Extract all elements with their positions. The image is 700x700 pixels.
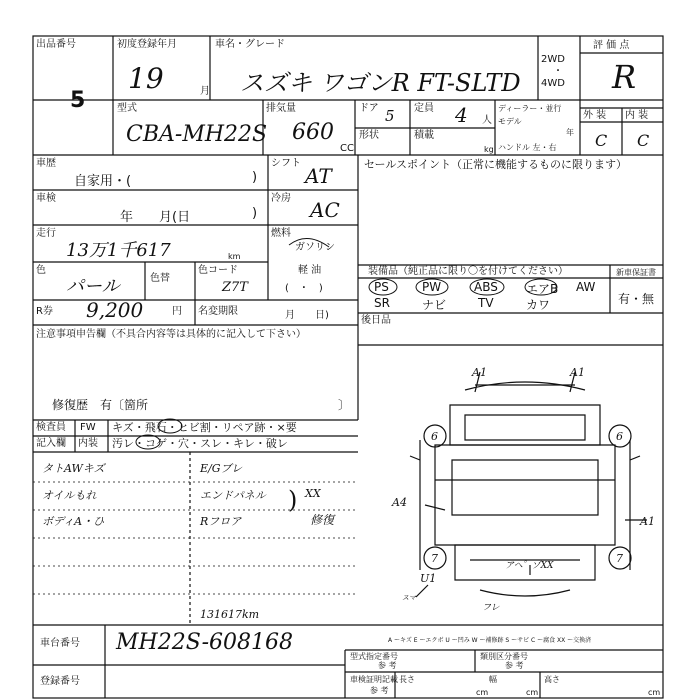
recycle-amount: 9,200 (86, 298, 144, 322)
first-reg-label: 初度登録年月 (117, 39, 177, 50)
odometer-note: 131617km (200, 608, 260, 621)
mileage-label: 走行 (36, 228, 56, 239)
equip-abs: ABS (474, 280, 498, 294)
rear-label: 後日品 (361, 315, 391, 326)
equip-tv: TV (478, 296, 494, 310)
equip-aw: AW (576, 280, 596, 294)
checker-row1: キズ・飛石・ヒビ割・リペア跡・×要 (112, 421, 297, 434)
class-ref: 参 考 (505, 661, 524, 670)
yen-unit: 円 (172, 306, 182, 317)
doors-label: ドア (359, 103, 379, 114)
diagram-mark: アヘ゜ゾXX (505, 561, 554, 571)
diagram-mark: U1 (420, 572, 437, 585)
note-right-4: 修復 (310, 513, 335, 527)
diagram-mark: 7 (431, 552, 438, 565)
type-cert-ref: 参 考 (378, 661, 397, 670)
load-label: 積載 (414, 130, 434, 141)
entry-label: 記入欄 (36, 438, 66, 449)
color-code-label: 色コード (198, 265, 238, 276)
note-left-3: ボディA・ひ (42, 515, 105, 528)
first-reg-year: 19 (128, 62, 164, 95)
height-unit: cm (648, 688, 661, 697)
diagram-mark: A1 (640, 515, 655, 528)
sales-point-label: セールスポイント（正常に機能するものに限ります） (364, 158, 628, 171)
equipment-label: 装備品（純正品に限り〇を付けてください） (368, 266, 568, 277)
inspector-label: 検査員 (36, 422, 66, 433)
note-right-2: エンドパネル (200, 489, 266, 502)
inspection-label: 車検 (36, 193, 56, 204)
class-label: 類別区分番号 (480, 652, 528, 661)
fuel-paren: ( ・ ) (285, 283, 323, 294)
repaint-label: 色替 (150, 273, 170, 284)
damage-legend: A ーキズ E ーエクボ U ー凹み W ー補修跡 S ーサビ C ー腐食 XX ー交換済 (388, 637, 592, 644)
month-unit: 月 (200, 86, 210, 97)
capacity: 4 (455, 103, 468, 127)
dealer-label: ディーラー・並行 (498, 104, 562, 113)
bracket-mark: ) (288, 486, 298, 514)
note-left-2: オイルもれ (42, 489, 97, 502)
car-name: スズキ ワゴンR FT-SLTD (240, 69, 521, 97)
warranty-label: 新車保証書 (616, 268, 656, 277)
history-value: 自家用・( (74, 174, 132, 189)
height-label: 高さ (544, 675, 560, 684)
handle-label: ハンドル 左・右 (498, 143, 557, 152)
km-unit: km (228, 252, 241, 261)
car-damage-diagram (380, 360, 670, 620)
diagram-mark: A1 (570, 366, 585, 379)
dims-label: 車検証明記載 (350, 675, 398, 684)
diagram-mark: 7 (616, 552, 623, 565)
inspection-value: 年 月(日 (120, 210, 191, 225)
color: パール (66, 276, 120, 297)
fuel-label: 燃料 (271, 228, 291, 239)
exterior-grade: C (595, 131, 608, 150)
repair-close: 〕 (338, 398, 351, 412)
doors: 5 (385, 107, 395, 125)
warranty-value: 有・無 (618, 292, 655, 306)
repair-label: 修復歴 有〔箇所 (52, 398, 149, 412)
drive-dot: ・ (553, 66, 563, 77)
inspection-close: ) (252, 206, 258, 221)
displacement: 660 (292, 120, 334, 145)
width-label: 幅 (489, 675, 497, 684)
exterior-label: 外 装 (583, 110, 607, 121)
equip-leather: カワ (526, 298, 551, 312)
diagram-mark: スマ (402, 594, 416, 602)
length-label: 長さ (399, 675, 415, 684)
recycle-label: R券 (36, 306, 53, 317)
mileage: 13万1千617 (66, 240, 171, 261)
capacity-label: 定員 (414, 103, 434, 114)
interior-label: 内 装 (625, 110, 649, 121)
color-label: 色 (36, 265, 46, 276)
chassis-number: MH22S-608168 (116, 630, 293, 655)
displacement-label: 排気量 (266, 103, 296, 114)
equip-airbag: エアB (526, 282, 559, 296)
length-unit: cm (476, 688, 489, 697)
width-unit: cm (526, 688, 539, 697)
kg-unit: kg (484, 145, 494, 154)
registration-label: 登録番号 (40, 676, 80, 687)
equip-pw: PW (422, 280, 442, 294)
cc-unit: CC (340, 143, 354, 154)
fuel-gas: ガソリン (295, 242, 335, 253)
year-unit: 年 (566, 128, 574, 137)
dims-ref: 参 考 (370, 686, 389, 695)
fuel-diesel: 軽 油 (298, 265, 322, 276)
type-cert-label: 型式指定番号 (350, 652, 398, 661)
note-right-suffix: XX (305, 487, 321, 500)
drive-2wd: 2WD (541, 54, 565, 65)
shift: AT (305, 164, 332, 188)
checker-fw: FW (80, 422, 96, 433)
shape-label: 形状 (359, 130, 379, 141)
drive-4wd: 4WD (541, 78, 565, 89)
notes-label: 注意事項申告欄（不具合内容等は具体的に記入して下さい） (36, 329, 306, 340)
color-code: Z7T (222, 280, 248, 295)
name-change-label: 名変期限 (198, 306, 238, 317)
diagram-mark: A4 (392, 496, 407, 509)
ac: AC (310, 198, 340, 222)
diagram-mark: フレ (482, 603, 500, 613)
grade-label: 評 価 点 (593, 40, 630, 51)
interior-grade: C (637, 131, 650, 150)
grade: R (612, 58, 637, 96)
model-year-label: モデル (498, 117, 522, 126)
shift-label: シフト (271, 158, 301, 169)
equip-ps: PS (374, 280, 389, 294)
diagram-mark: A1 (472, 366, 487, 379)
diagram-mark: 6 (431, 430, 438, 443)
name-change-value: 月 日) (285, 310, 329, 321)
lot-no: 5 (70, 88, 86, 113)
lot-no-label: 出品番号 (36, 39, 76, 50)
checker-row2: 汚レ・コゲ・穴・スレ・キレ・破レ (112, 437, 288, 450)
history-label: 車歴 (36, 158, 56, 169)
diagram-mark: 6 (616, 430, 623, 443)
model-label: 型式 (117, 103, 137, 114)
note-right-1: E/Gブレ (200, 462, 243, 475)
person-unit: 人 (482, 115, 492, 126)
checker-interior: 内装 (78, 438, 98, 449)
equip-sr: SR (374, 296, 390, 310)
note-left-1: タトAWキズ (42, 462, 105, 475)
chassis-label: 車台番号 (40, 638, 80, 649)
history-close: ) (252, 170, 258, 185)
equip-navi: ナビ (422, 298, 447, 312)
ac-label: 冷房 (271, 193, 291, 204)
car-name-label: 車名・グレード (215, 39, 285, 50)
model: CBA-MH22S (126, 122, 268, 147)
note-right-3: Rフロア (200, 515, 242, 528)
